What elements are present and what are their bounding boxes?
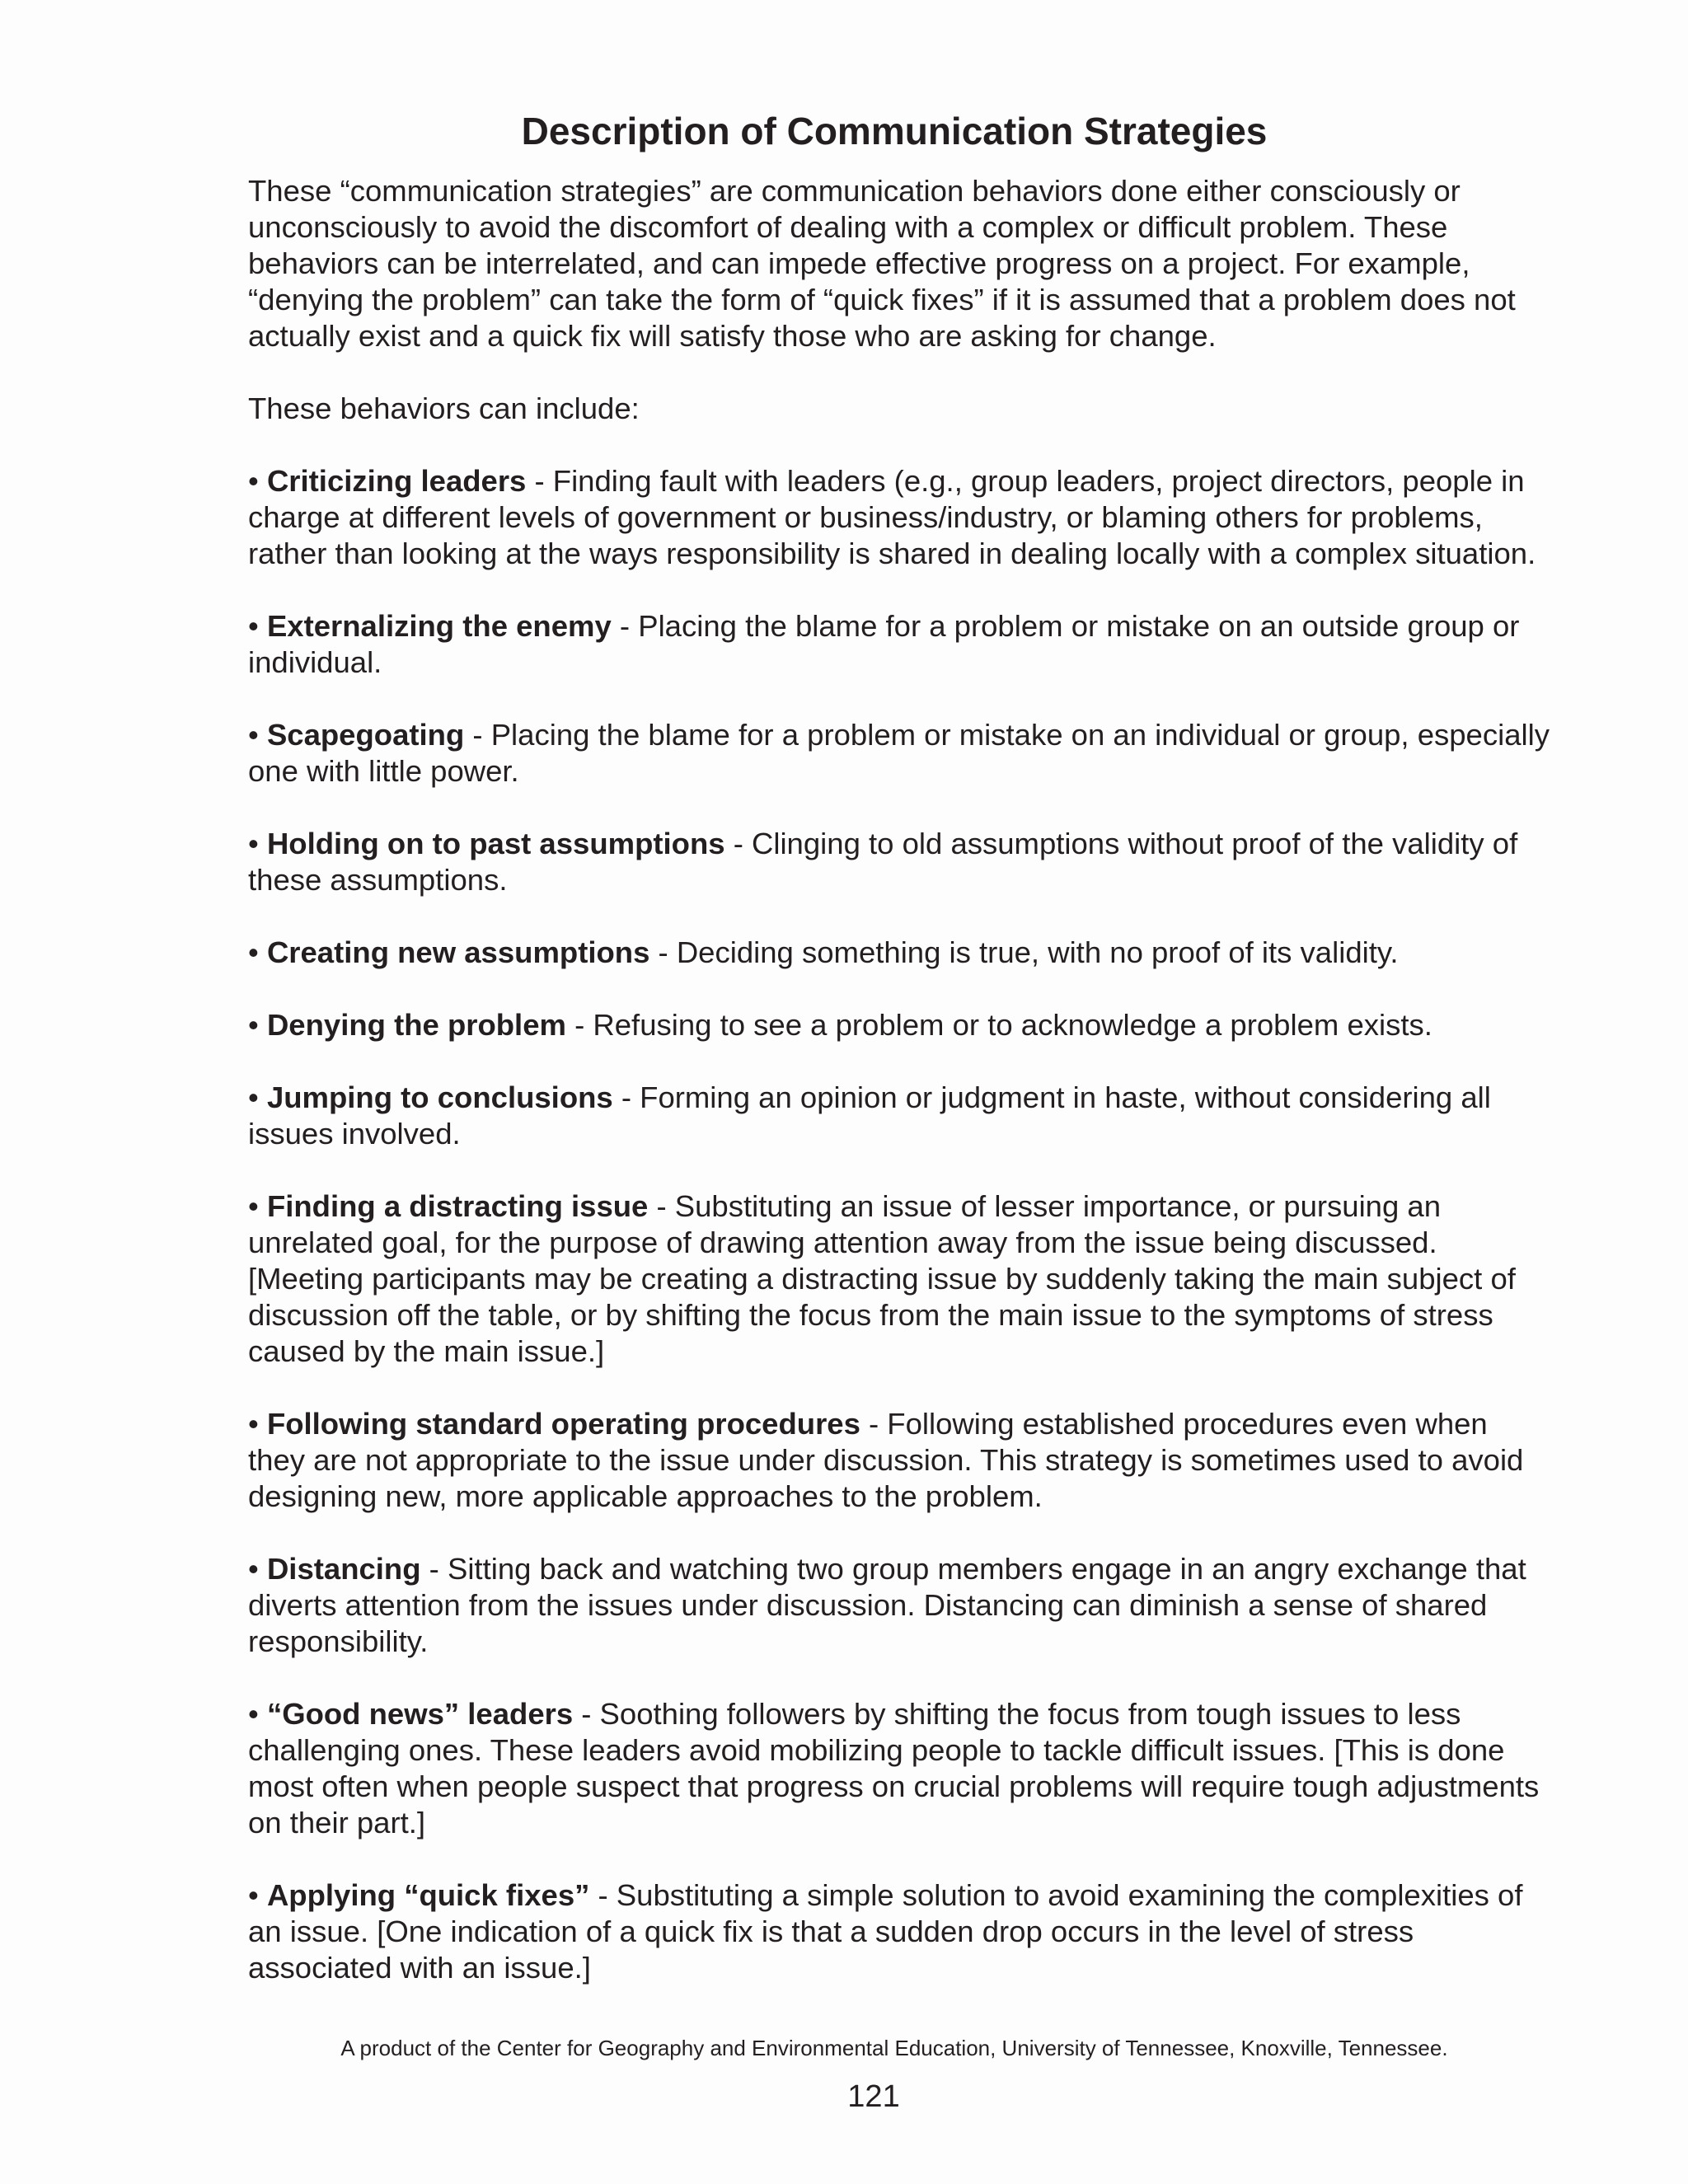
bullet: • <box>248 1189 259 1223</box>
list-item <box>248 1551 1550 1660</box>
intro-paragraph: These “communication strategies” are communication behaviors done either consciously or unconsciously to avoid the discomfort of dealing with a complex or difficult problem. These behaviors can be interrelated, and can impede effective progress on a project. For example, “denying the problem” can take the form of “quick fixes” if it is assumed that a problem does not actually exist and a quick fix will satisfy those who are asking for change. <box>248 174 1516 353</box>
term: Distancing <box>266 1552 421 1586</box>
list-item <box>248 935 1550 971</box>
bullet: • <box>248 1552 259 1586</box>
description: - Placing the blame for a problem or mistake on an outside group or individual. <box>248 609 1520 679</box>
term: Following standard operating procedures <box>266 1407 860 1441</box>
term: Scapegoating <box>266 718 465 752</box>
term: Jumping to conclusions <box>266 1080 613 1114</box>
list-item <box>248 1080 1550 1152</box>
list-item <box>248 608 1550 681</box>
description: - Forming an opinion or judgment in haste, without considering all issues involved. <box>248 1080 1491 1151</box>
bullet: • <box>248 464 259 498</box>
term: Creating new assumptions <box>266 935 650 969</box>
list-item <box>248 717 1550 790</box>
term: “Good news” leaders <box>266 1697 574 1731</box>
description: - Sitting back and watching two group members engage in an angry exchange that diverts attention from the issues under discussion. Distancing can diminish a sense of shared responsibility. <box>248 1552 1526 1658</box>
description: - Finding fault with leaders (e.g., group leaders, project directors, people in charge at different levels of government or business/industry, or blaming others for problems, rather than looking at the ways responsibility is shared in dealing locally with a complex situation. <box>248 464 1536 570</box>
document-body <box>248 173 1550 1986</box>
bullet: • <box>248 1080 259 1114</box>
bullet: • <box>248 935 259 969</box>
bullet: • <box>248 718 259 752</box>
list-item <box>248 463 1550 572</box>
term: Denying the problem <box>266 1008 566 1042</box>
term: Externalizing the enemy <box>266 609 612 643</box>
description: - Soothing followers by shifting the focus from tough issues to less challenging ones. These leaders avoid mobilizing people to tackle difficult issues. [This is done most often when people suspect that progress on crucial problems will require tough adjustments on their part.] <box>248 1697 1540 1840</box>
bullet: • <box>248 609 259 643</box>
description: - Following established procedures even when they are not appropriate to the issue under discussion. This strategy is sometimes used to avoid designing new, more applicable approaches to the problem. <box>248 1407 1524 1513</box>
bullet: • <box>248 1407 259 1441</box>
description: - Refusing to see a problem or to acknowledge a problem exists. <box>565 1008 1432 1042</box>
description: - Clinging to old assumptions without proof of the validity of these assumptions. <box>248 827 1518 897</box>
list-item <box>248 1007 1550 1043</box>
list-intro: These behaviors can include: <box>248 391 640 425</box>
term: Criticizing leaders <box>266 464 527 498</box>
list-item <box>248 1188 1550 1370</box>
term: Holding on to past assumptions <box>266 827 725 860</box>
bullet: • <box>248 1697 259 1731</box>
list-item <box>248 1696 1550 1841</box>
term: Applying “quick fixes” <box>266 1878 590 1912</box>
description: - Placing the blame for a problem or mistake on an individual or group, especially one with little power. <box>248 718 1550 788</box>
list-item <box>248 1877 1550 1986</box>
bullet: • <box>248 1008 259 1042</box>
strategy-list <box>248 463 1550 1986</box>
list-item <box>248 1406 1550 1515</box>
description: - Substituting an issue of lesser importance, or pursuing an unrelated goal, for the purpose of drawing attention away from the issue being discussed. [Meeting participants may be creating a distracting issue by suddenly taking the main subject of discussion off the table, or by shifting the focus from the main issue to the symptoms of stress caused by the main issue.] <box>248 1189 1516 1368</box>
footer-credit: A product of the Center for Geography and Environmental Education, University of Tennessee, Knoxville, Tennessee. <box>340 2036 1448 2060</box>
term: Finding a distracting issue <box>266 1189 649 1223</box>
bullet: • <box>248 1878 259 1912</box>
page-number: 121 <box>847 2079 900 2114</box>
page-title: Description of Communication Strategies <box>521 110 1268 152</box>
description: - Substituting a simple solution to avoid examining the complexities of an issue. [One indication of a quick fix is that a sudden drop occurs in the level of stress associated with an issue.] <box>248 1878 1523 1985</box>
bullet: • <box>248 827 259 860</box>
description: - Deciding something is true, with no proof of its validity. <box>649 935 1399 969</box>
list-item <box>248 826 1550 898</box>
